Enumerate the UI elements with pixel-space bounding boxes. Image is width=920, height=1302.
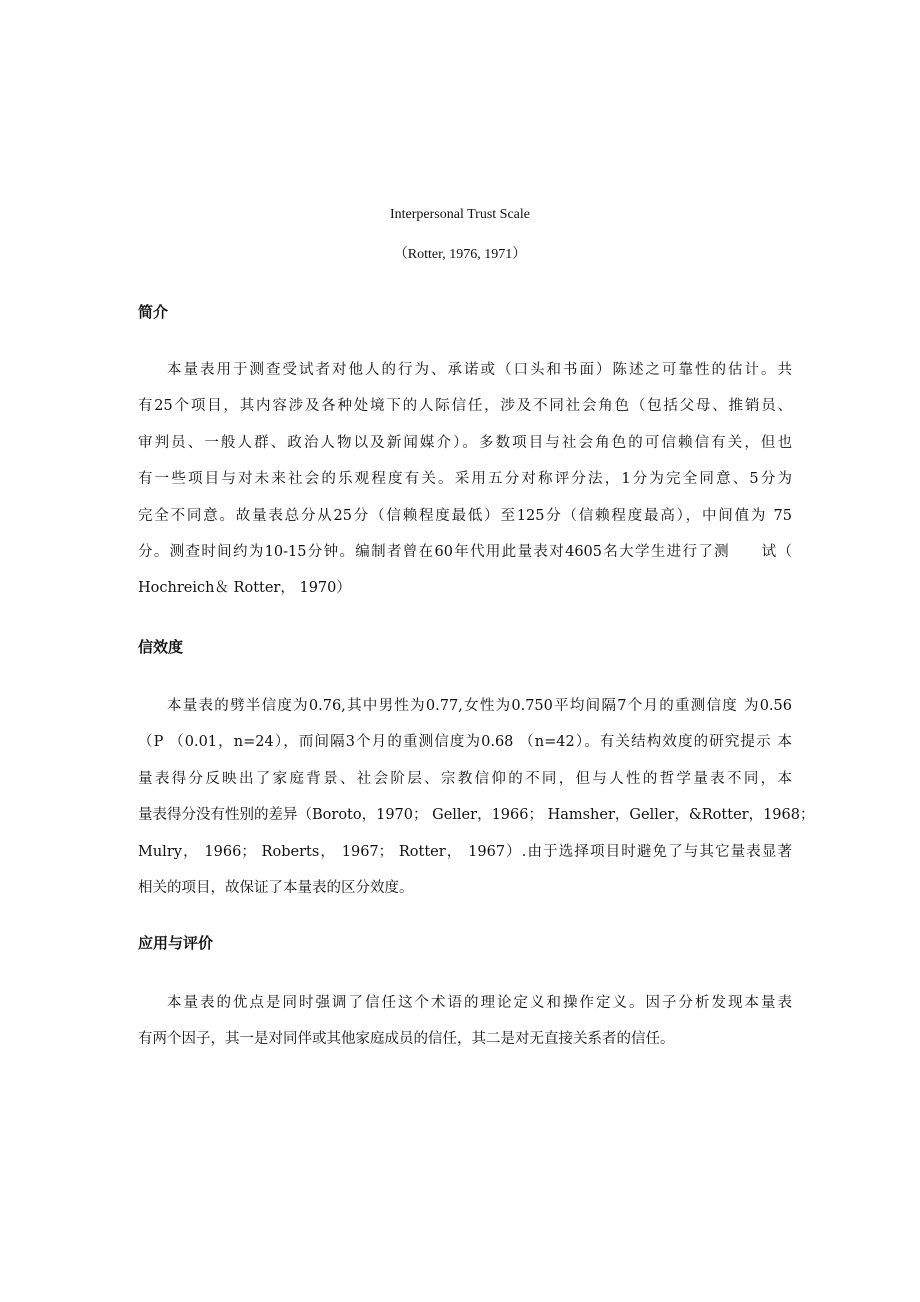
paragraph-line: 审判员、一般人群、政治人物以及新闻媒介）。多数项目与社会角色的可信赖信有关，但也	[138, 434, 792, 451]
paragraph-line: 本量表的劈半信度为0.76,其中男性为0.77,女性为0.750平均间隔7个月的重测信度 为0.56	[167, 698, 792, 714]
paragraph-line: 量表得分反映出了家庭背景、社会阶层、宗教信仰的不同，但与人性的哲学量表不同，本	[138, 770, 792, 787]
paragraph-line: Mulry， 1966； Roberts， 1967； Rotter， 1967）.由于选择项目时避免了与其它量表显著	[138, 843, 792, 860]
section-paragraph-application	[138, 985, 792, 1058]
section-paragraph-reliability-validity	[138, 688, 815, 906]
paragraph-line: 有25个项目，其内容涉及各种处境下的人际信任，涉及不同社会角色（包括父母、推销员、	[138, 398, 792, 415]
paragraph-line: Hochreich＆ Rotter， 1970）	[138, 580, 351, 597]
paragraph-line: 完全不同意。故量表总分从25分（信赖程度最低）至125分（信赖程度最高），中间值为 75	[138, 507, 792, 524]
document-subtitle: （Rotter, 1976, 1971）	[393, 247, 527, 262]
paragraph-line: 本量表用于测查受试者对他人的行为、承诺或（口头和书面）陈述之可靠性的估计。共	[167, 362, 792, 378]
paragraph-line: （P （0.01，n=24），而间隔3个月的重测信度为0.68 （n=42）。有关结构效度的研究提示 本	[138, 734, 792, 751]
paragraph-line: 本量表的优点是同时强调了信任这个术语的理论定义和操作定义。因子分析发现本量表	[167, 995, 792, 1011]
paragraph-line: 相关的项目，故保证了本量表的区分效度。	[138, 880, 414, 897]
paragraph-line: 有两个因子，其一是对同伴或其他家庭成员的信任，其二是对无直接关系者的信任。	[138, 1031, 675, 1048]
section-heading-application: 应用与评价	[138, 934, 214, 952]
paragraph-line: 有一些项目与对未来社会的乐观程度有关。采用五分对称评分法，1分为完全同意、5分为	[138, 471, 792, 488]
paragraph-line: 量表得分没有性别的差异（Boroto，1970； Geller，1966； Hamsher，Geller，&Rotter，1968；	[138, 807, 815, 824]
section-heading-intro: 简介	[138, 303, 169, 321]
section-heading-reliability-validity: 信效度	[138, 638, 184, 656]
section-paragraph-intro	[138, 352, 792, 607]
paragraph-line: 分。测查时间约为10-15分钟。编制者曾在60年代用此量表对4605名大学生进行了测 试（	[138, 544, 792, 561]
document-title: Interpersonal Trust Scale	[390, 207, 530, 222]
